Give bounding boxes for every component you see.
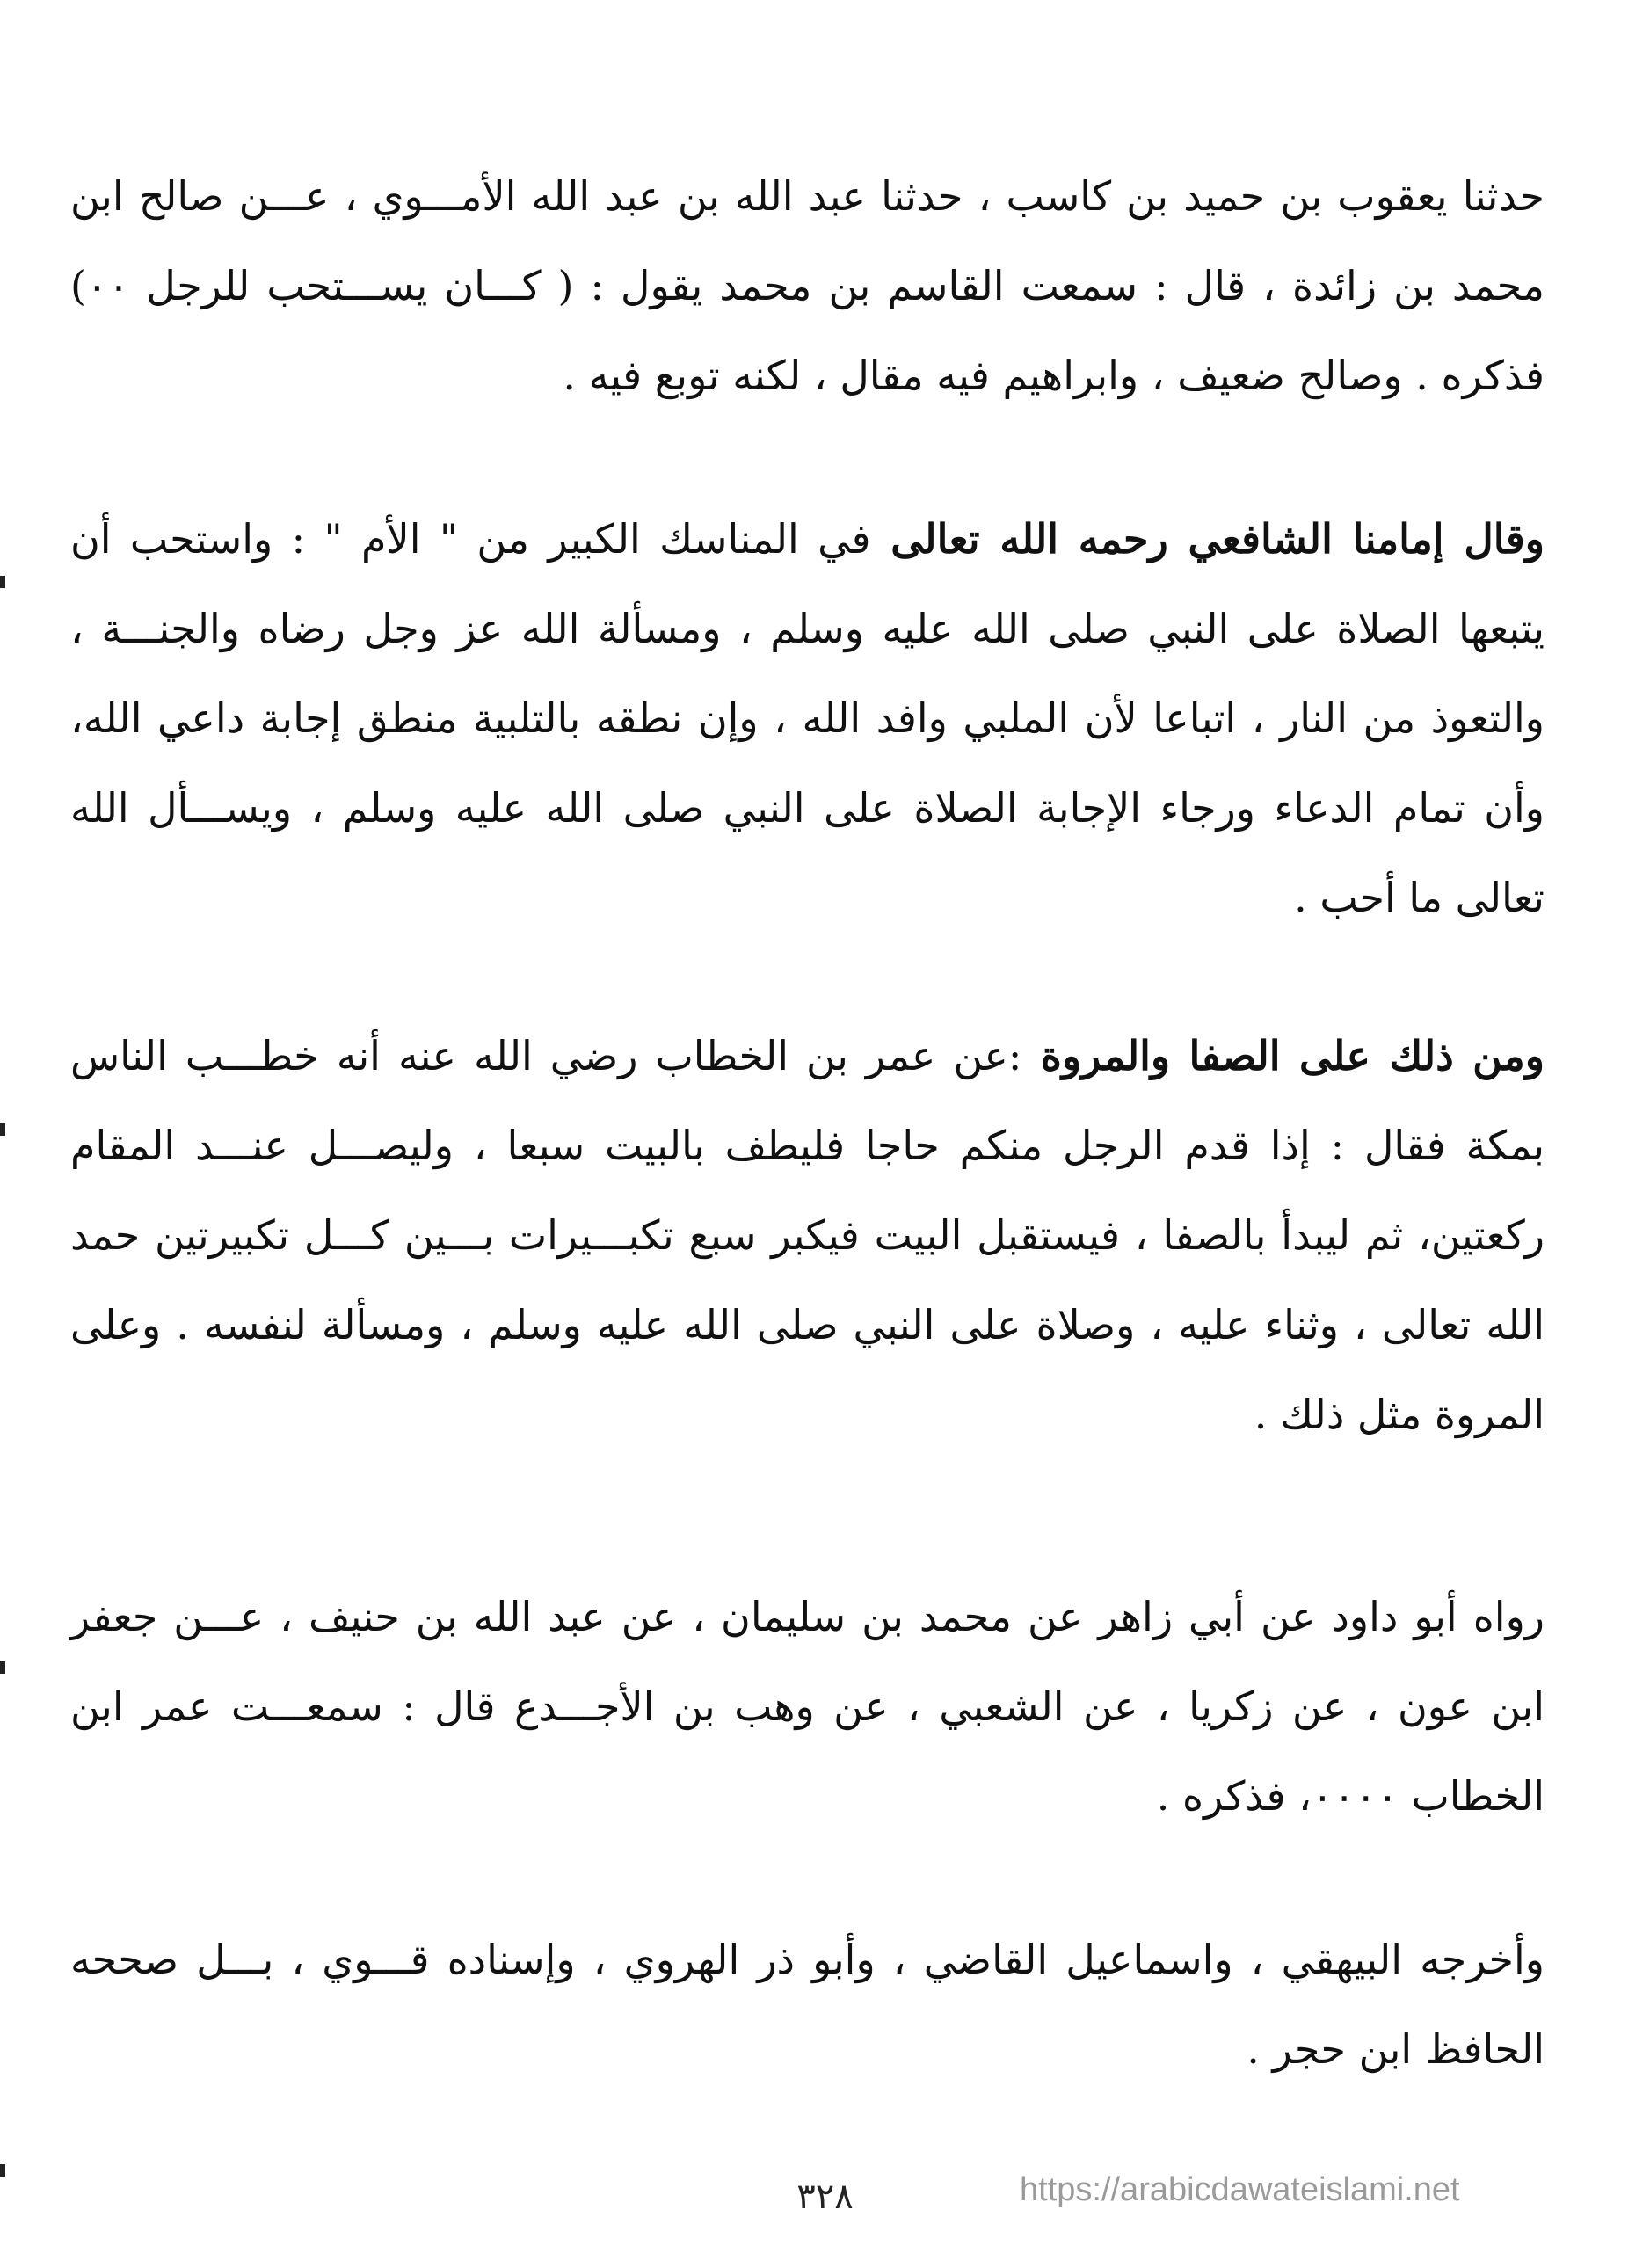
paragraph-2-lead: وقال إمامنا الشافعي رحمه الله تعالى xyxy=(870,515,1545,563)
paragraph-safa-marwa xyxy=(70,1011,1545,1459)
scan-margin-mark xyxy=(0,1123,5,1136)
scan-margin-mark xyxy=(0,2164,5,2177)
page-number: ٣٢٨ xyxy=(796,2177,854,2217)
paragraph-2-body: في المناسك الكبير من " الأم " : واستحب أن يتبعها الصلاة على النبي صلى الله عليه وسلم ، ومسألة الله عز وجل رضاه والجنـــة ، والتعوذ من النار ، اتباعا لأن الملبي وافد الله ، وإن نطقه بالتلبية منطق إجابة داعي الله، وأن تمام الدعاء ورجاء الإجابة الصلاة على النبي صلى الله عليه وسلم ، ويســـأل الله تعالى ما أحب . xyxy=(70,515,1545,921)
paragraph-takhrij xyxy=(70,1915,1545,2094)
scan-margin-mark xyxy=(0,576,5,588)
paragraph-isnad-1 xyxy=(70,151,1545,420)
paragraph-3-lead: ومن ذلك على الصفا والمروة xyxy=(1021,1032,1545,1079)
paragraph-shafii xyxy=(70,494,1545,942)
watermark-url: https://arabicdawateislami.net xyxy=(1020,2171,1460,2208)
paragraph-4-body: رواه أبو داود عن أبي زاهر عن محمد بن سليمان ، عن عبد الله بن حنيف ، عـــن جعفر ابن عون ، عن زكريا ، عن الشعبي ، عن وهب بن الأجـــدع قال : سمعـــت عمر ابن الخطاب ٠٠٠٠، فذكره . xyxy=(70,1593,1545,1820)
paragraph-riwaya xyxy=(70,1572,1545,1841)
paragraph-3-body: :عن عمر بن الخطاب رضي الله عنه أنه خطـــب الناس بمكة فقال : إذا قدم الرجل منكم حاجا فليطف بالبيت سبعا ، وليصـــل عنـــد المقام ركعتين، ثم ليبدأ بالصفا ، فيستقبل البيت فيكبر سبع تكبـــيرات بـــين كـــل تكبيرتين حمد الله تعالى ، وثناء عليه ، وصلاة على النبي صلى الله عليه وسلم ، ومسألة لنفسه . وعلى المروة مثل ذلك . xyxy=(70,1032,1545,1438)
scan-margin-mark xyxy=(0,1661,5,1674)
paragraph-5-body: وأخرجه البيهقي ، واسماعيل القاضي ، وأبو ذر الهروي ، وإسناده قـــوي ، بـــل صححه الحافظ ابن حجر . xyxy=(70,1936,1545,2073)
paragraph-1-body: حدثنا يعقوب بن حميد بن كاسب ، حدثنا عبد الله بن عبد الله الأمـــوي ، عـــن صالح ابن محمد بن زائدة ، قال : سمعت القاسم بن محمد يقول : ( كـــان يســـتحب للرجل ٠٠) فذكره . وصالح ضعيف ، وابراهيم فيه مقال ، لكنه توبع فيه . xyxy=(70,172,1545,399)
